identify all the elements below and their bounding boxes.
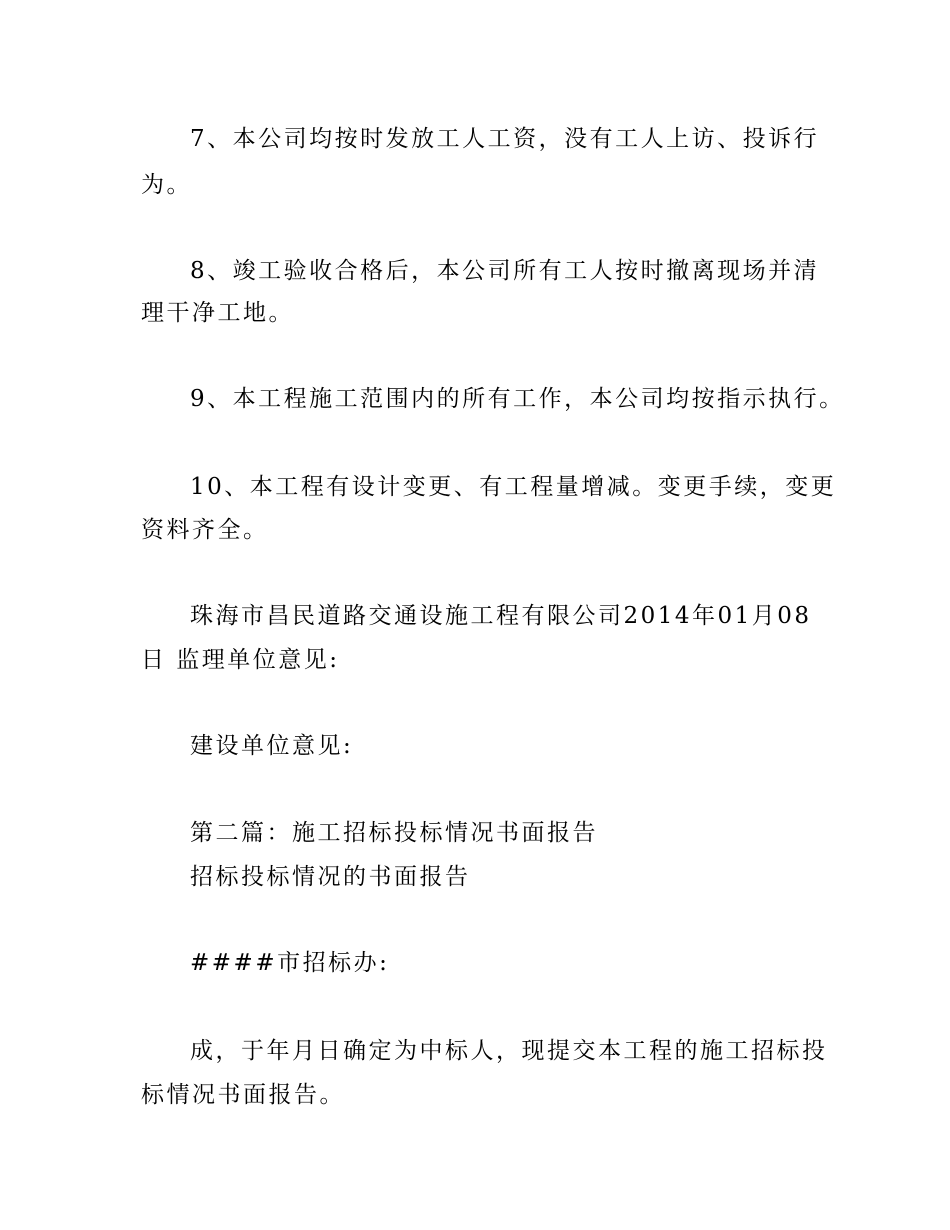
recipient-line: ####市招标办: (190, 950, 390, 976)
item-9-line-1: 9、本工程施工范围内的所有工作，本公司均按指示执行。 (190, 386, 845, 412)
body-line-2: 标情况书面报告。 (141, 1082, 345, 1108)
item-8-line-1: 8、竣工验收合格后，本公司所有工人按时撤离现场并清 (190, 258, 820, 284)
body-line-1: 成，于年月日确定为中标人，现提交本工程的施工招标投 (190, 1038, 828, 1064)
item-10-line-2: 资料齐全。 (141, 517, 269, 543)
report-title: 招标投标情况的书面报告 (190, 864, 471, 890)
owner-opinion-label: 建设单位意见: (190, 733, 354, 759)
section-title: 第二篇：施工招标投标情况书面报告 (190, 820, 598, 846)
item-7-line-2: 为。 (141, 172, 192, 198)
item-10-line-1: 10、本工程有设计变更、有工程量增减。变更手续，变更 (190, 474, 837, 500)
company-signature-line-2: 日 监理单位意见: (141, 647, 340, 673)
company-signature-line-1: 珠海市昌民道路交通设施工程有限公司2014年01月08 (190, 603, 812, 629)
item-7-line-1: 7、本公司均按时发放工人工资，没有工人上访、投诉行 (190, 126, 820, 152)
item-8-line-2: 理干净工地。 (141, 300, 294, 326)
